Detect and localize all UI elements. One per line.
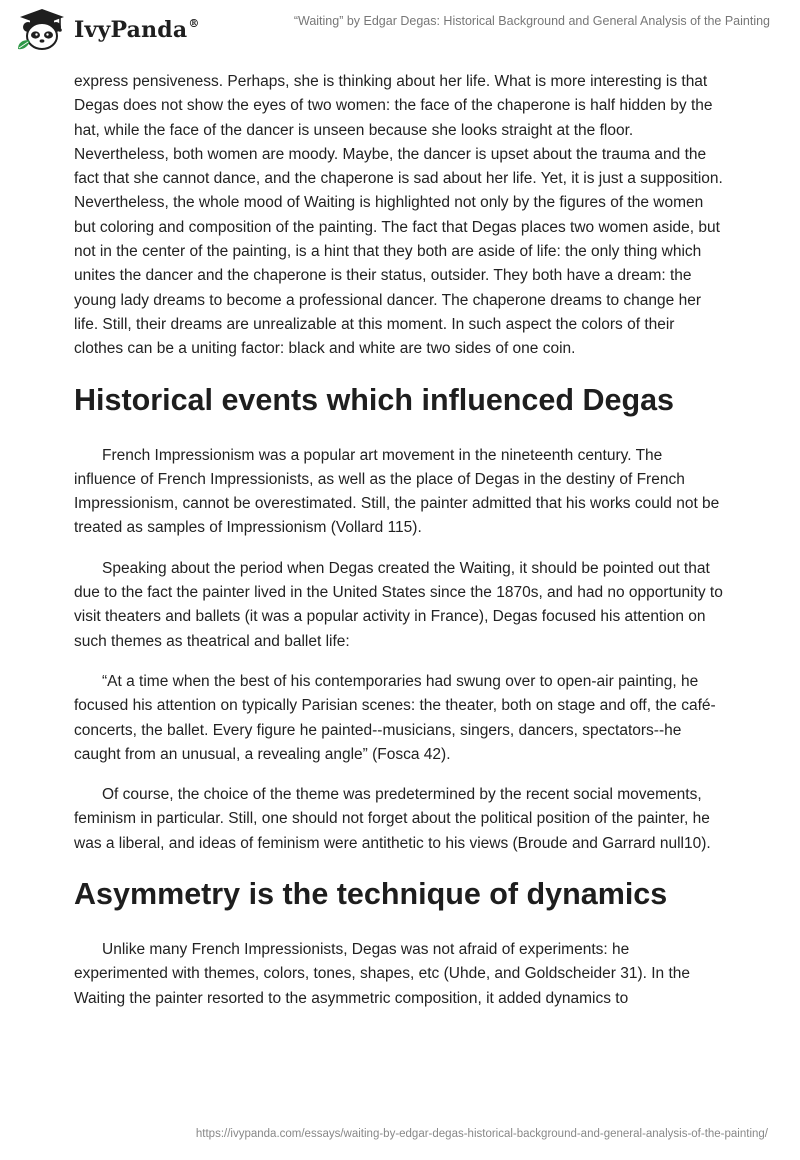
source-url[interactable]: https://ivypanda.com/essays/waiting-by-edgar-degas-historical-background-and-general-analysis-of-the-painting/ (195, 1128, 768, 1140)
panda-graduate-icon (14, 7, 70, 53)
body-paragraph: Speaking about the period when Degas created the Waiting, it should be pointed out that due to the fact the painter lived in the United States since the 1870s, and had no opportunity to visit theaters and ballets (it was a popular activity in France), Degas focused his attention on such themes as theatrical and ballet life: (74, 559, 723, 650)
document-title: “Waiting” by Edgar Degas: Historical Background and General Analysis of the Painting (293, 14, 770, 28)
essay-content (74, 70, 724, 1027)
page-header (0, 0, 800, 64)
registered-mark: ® (188, 16, 200, 30)
section-heading: Asymmetry is the technique of dynamics (74, 877, 668, 912)
body-paragraph: Of course, the choice of the theme was predetermined by the recent social movements, feminism in particular. Still, one should not forget about the political position of the painter, he was a liberal, and ideas of feminism were antithetic to his views (Broude and Garrard null10). (74, 786, 711, 852)
logo-text: IvyPanda® (74, 16, 200, 43)
body-paragraph: French Impressionism was a popular art movement in the nineteenth century. The influence of French Impressionists, as well as the place of Degas in the destiny of French Impressionism, cannot be overestimated. Still, the painter admitted that his works could not be treated as samples of Impressionism (Vollard 115). (74, 446, 720, 537)
section-heading: Historical events which influenced Degas (74, 382, 675, 417)
ivypanda-logo[interactable] (14, 6, 204, 54)
quote-paragraph: “At a time when the best of his contemporaries had swung over to open-air painting, he focused his attention on typically Parisian scenes: the theater, both on stage and off, the café-concerts, the ballet. Every figure he painted--musicians, singers, dancers, spectators--he caught from an unusual, a revealing angle” (Fosca 42). (74, 672, 716, 763)
body-paragraph: Unlike many French Impressionists, Degas was not afraid of experiments: he experimented with themes, colors, tones, shapes, etc (Uhde, and Goldscheider 31). In the Waiting the painter resorted to the asymmetric composition, it added dynamics to (74, 941, 691, 1007)
body-paragraph: express pensiveness. Perhaps, she is thinking about her life. What is more interesting is that Degas does not show the eyes of two women: the face of the chaperone is half hidden by the hat, while the face of the dancer is unseen because she looks straight at the floor. Nevertheless, both women are moody. Maybe, the dancer is upset about the trauma and the fact that she cannot dance, and the chaperone is sad about her life. Yet, it is just a supposition. Nevertheless, the whole mood of Waiting is highlighted not only by the figures of the women but coloring and composition of the painting. The fact that Degas places two women aside, but not in the center of the painting, is a hint that they both are aside of life: the only thing which unites the dancer and the chaperone is their status, outsider. They both have a dream: the young lady dreams to become a professional dancer. The chaperone dreams to change her life. Still, their dreams are unrealizable at this moment. In such aspect the colors of their clothes can be a uniting factor: black and white are two sides of one coin. (74, 73, 723, 358)
